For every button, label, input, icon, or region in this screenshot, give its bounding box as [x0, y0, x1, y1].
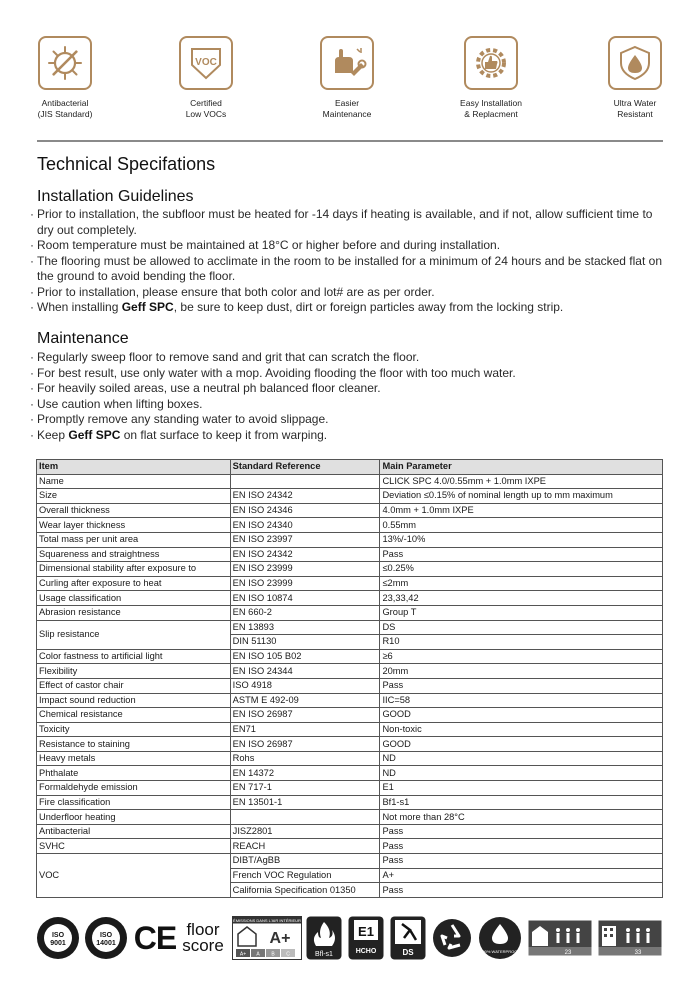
- table-header-row: [37, 460, 663, 475]
- cell-item: Chemical resistance: [37, 708, 231, 723]
- table-row: [37, 664, 663, 679]
- table-row: [37, 693, 663, 708]
- list-text: When installing: [37, 300, 122, 314]
- table-header: Item: [37, 460, 231, 475]
- cell-standard: EN ISO 23999: [230, 562, 380, 577]
- table-row: [37, 839, 663, 854]
- cell-item: Heavy metals: [37, 751, 231, 766]
- svg-text:Bfl-s1: Bfl-s1: [315, 951, 333, 958]
- feature-caption-line: Easy Installation: [460, 98, 522, 108]
- svg-text:C: C: [286, 951, 290, 958]
- table-header: Main Parameter: [380, 460, 663, 475]
- cell-parameter: Pass: [380, 824, 663, 839]
- maintenance-list: [30, 350, 670, 443]
- cell-parameter: GOOD: [380, 737, 663, 752]
- cell-item: Color fastness to artificial light: [37, 649, 231, 664]
- cell-parameter: ND: [380, 751, 663, 766]
- table-row: [37, 737, 663, 752]
- emission-label-logo: [232, 916, 302, 960]
- table-row: [37, 532, 663, 547]
- cell-standard: DIN 51130: [230, 635, 380, 650]
- cell-standard: EN ISO 24344: [230, 664, 380, 679]
- list-item: · For best result, use only water with a mop. Avoiding flooding the floor with too much water.: [30, 366, 670, 382]
- cell-item: Formaldehyde emission: [37, 781, 231, 796]
- cell-standard: EN 660-2: [230, 605, 380, 620]
- feature-caption-line: Certified: [190, 98, 222, 108]
- svg-text:A+: A+: [239, 951, 247, 958]
- cell-standard: EN ISO 24342: [230, 489, 380, 504]
- feature-caption-line: Resistant: [617, 109, 653, 119]
- svg-text:HCHO: HCHO: [355, 948, 377, 955]
- cell-standard: EN ISO 23997: [230, 532, 380, 547]
- list-item: · The flooring must be allowed to acclimate in the room to be installed for a minimum of 24 hours and be stacked flat on the ground to avoid bending the floor.: [30, 254, 670, 285]
- cell-parameter: Pass: [380, 854, 663, 869]
- voc-icon-text: VOC: [195, 57, 217, 68]
- svg-text:DS: DS: [402, 948, 414, 957]
- cell-parameter: 20mm: [380, 664, 663, 679]
- cell-item: Antibacterial: [37, 824, 231, 839]
- cell-item: Slip resistance: [37, 620, 231, 649]
- antibacterial-icon: [38, 36, 92, 90]
- cell-standard: Rohs: [230, 751, 380, 766]
- cell-item: SVHC: [37, 839, 231, 854]
- svg-text:ÉMISSIONS DANS L'AIR INTÉRIEUR: ÉMISSIONS DANS L'AIR INTÉRIEUR: [233, 918, 301, 923]
- floorscore-line: score: [182, 936, 224, 955]
- class-33-text: 33: [634, 950, 642, 956]
- feature-caption-line: Low VOCs: [185, 109, 227, 119]
- cell-item: Abrasion resistance: [37, 605, 231, 620]
- cell-standard: DIBT/AgBB: [230, 854, 380, 869]
- cell-standard: EN 13501-1: [230, 795, 380, 810]
- cell-item: Underfloor heating: [37, 810, 231, 825]
- table-row: [37, 824, 663, 839]
- table-row: [37, 722, 663, 737]
- cell-item: Flexibility: [37, 664, 231, 679]
- cell-parameter: R10: [380, 635, 663, 650]
- section-divider: [37, 140, 663, 142]
- cell-standard: REACH: [230, 839, 380, 854]
- recycle-icon: [432, 916, 472, 960]
- svg-text:A: A: [256, 951, 260, 958]
- cell-parameter: 4.0mm + 1.0mm IXPE: [380, 503, 663, 518]
- cell-parameter: Bf1-s1: [380, 795, 663, 810]
- table-row: [37, 795, 663, 810]
- cell-parameter: ≥6: [380, 649, 663, 664]
- feature-maintenance: [292, 36, 402, 120]
- table-row: [37, 620, 663, 635]
- table-row: [37, 489, 663, 504]
- cell-item: Impact sound reduction: [37, 693, 231, 708]
- cell-standard: ASTM E 492-09: [230, 693, 380, 708]
- table-header: Standard Reference: [230, 460, 380, 475]
- svg-text:100% WATERPROOF: 100% WATERPROOF: [480, 949, 520, 954]
- certification-logos: [36, 916, 666, 964]
- cell-item: Usage classification: [37, 591, 231, 606]
- table-row: [37, 649, 663, 664]
- feature-water-resistant: [580, 36, 690, 120]
- table-row: [37, 854, 663, 869]
- list-item: · Prior to installation, please ensure that both color and lot# are as per order.: [30, 285, 670, 301]
- table-row: [37, 781, 663, 796]
- feature-icons: [0, 36, 700, 126]
- feature-voc: [151, 36, 261, 120]
- table-row: [37, 503, 663, 518]
- cell-standard: EN 717-1: [230, 781, 380, 796]
- cell-parameter: 23,33,42: [380, 591, 663, 606]
- cell-standard: EN ISO 26987: [230, 708, 380, 723]
- svg-text:E1: E1: [358, 924, 374, 939]
- cell-standard: EN 13893: [230, 620, 380, 635]
- iso9001-logo: [36, 916, 80, 960]
- cell-standard: EN ISO 10874: [230, 591, 380, 606]
- feature-installation: [436, 36, 546, 120]
- e1-logo: [348, 916, 384, 960]
- cell-item: Wear layer thickness: [37, 518, 231, 533]
- class-23-text: 23: [564, 950, 572, 956]
- cell-parameter: Pass: [380, 678, 663, 693]
- cell-parameter: IIC=58: [380, 693, 663, 708]
- table-row: [37, 605, 663, 620]
- cell-parameter: Pass: [380, 839, 663, 854]
- cell-standard: EN ISO 26987: [230, 737, 380, 752]
- list-item: [30, 300, 670, 316]
- cell-standard: EN71: [230, 722, 380, 737]
- feature-caption-line: Easier: [334, 98, 360, 108]
- cell-item: Name: [37, 474, 231, 489]
- installation-heading: Installation Guidelines: [37, 188, 194, 205]
- cell-item: Size: [37, 489, 231, 504]
- cell-parameter: Pass: [380, 547, 663, 562]
- cell-parameter: Group T: [380, 605, 663, 620]
- cell-parameter: ≤2mm: [380, 576, 663, 591]
- list-item: · Prior to installation, the subfloor must be heated for -14 days if heating is available, and if not, allow sufficient time to dry out completely.: [30, 207, 670, 238]
- page-title: Technical Specifations: [37, 154, 216, 174]
- cell-parameter: DS: [380, 620, 663, 635]
- table-row: [37, 591, 663, 606]
- table-row: [37, 562, 663, 577]
- table-row: [37, 547, 663, 562]
- cell-parameter: 0.55mm: [380, 518, 663, 533]
- cell-item: Dimensional stability after exposure to: [37, 562, 231, 577]
- cell-parameter: ≤0.25%: [380, 562, 663, 577]
- cell-parameter: Deviation ≤0.15% of nominal length up to mm maximum: [380, 489, 663, 504]
- cell-standard: EN 14372: [230, 766, 380, 781]
- cell-item: VOC: [37, 854, 231, 898]
- cell-standard: [230, 474, 380, 489]
- maintenance-icon: [320, 36, 374, 90]
- table-row: [37, 766, 663, 781]
- feature-antibacterial: [10, 36, 120, 120]
- svg-text:14001: 14001: [96, 940, 116, 947]
- list-item: [30, 428, 670, 444]
- list-item: · Promptly remove any standing water to avoid slippage.: [30, 412, 670, 428]
- svg-text:ISO: ISO: [99, 932, 113, 939]
- cell-standard: EN ISO 23999: [230, 576, 380, 591]
- cell-item: Phthalate: [37, 766, 231, 781]
- cell-parameter: CLICK SPC 4.0/0.55mm + 1.0mm IXPE: [380, 474, 663, 489]
- cell-standard: EN ISO 24342: [230, 547, 380, 562]
- cell-item: Resistance to staining: [37, 737, 231, 752]
- feature-caption-line: & Replacment: [464, 109, 518, 119]
- cell-standard: EN ISO 24340: [230, 518, 380, 533]
- ds-slip-logo: [390, 916, 426, 960]
- feature-caption-line: Maintenance: [322, 109, 372, 119]
- floorscore-logo: [178, 916, 228, 960]
- feature-caption-line: Antibacterial: [41, 98, 89, 108]
- list-text: on flat surface to keep it from warping.: [120, 427, 328, 442]
- list-text: Keep: [37, 427, 69, 442]
- ce-mark: [134, 916, 176, 960]
- table-row: [37, 810, 663, 825]
- iso14001-logo: [84, 916, 128, 960]
- installation-icon: [464, 36, 518, 90]
- cell-standard: JISZ2801: [230, 824, 380, 839]
- cell-parameter: Pass: [380, 883, 663, 898]
- floorscore-line: floor: [186, 920, 220, 939]
- maintenance-heading: Maintenance: [37, 330, 129, 347]
- installation-list: [30, 207, 670, 316]
- table-row: [37, 678, 663, 693]
- table-body: [37, 474, 663, 897]
- cell-standard: [230, 810, 380, 825]
- cell-parameter: 13%/-10%: [380, 532, 663, 547]
- list-text: , be sure to keep dust, dirt or foreign particles away from the locking strip.: [173, 300, 564, 314]
- list-item: · Regularly sweep floor to remove sand and grit that can scratch the floor.: [30, 350, 670, 366]
- cell-parameter: Not more than 28°C: [380, 810, 663, 825]
- cell-standard: EN ISO 24346: [230, 503, 380, 518]
- class-33-logo: [598, 916, 662, 960]
- cell-item: Effect of castor chair: [37, 678, 231, 693]
- cell-item: Squareness and straightness: [37, 547, 231, 562]
- cell-item: Toxicity: [37, 722, 231, 737]
- list-item: · Use caution when lifting boxes.: [30, 397, 670, 413]
- voc-icon: [179, 36, 233, 90]
- cell-item: Fire classification: [37, 795, 231, 810]
- waterproof-logo: [478, 916, 522, 960]
- cell-parameter: Non-toxic: [380, 722, 663, 737]
- cell-standard: ISO 4918: [230, 678, 380, 693]
- fire-class-logo: [306, 916, 342, 960]
- svg-text:B: B: [271, 951, 275, 958]
- table-row: [37, 518, 663, 533]
- svg-text:A+: A+: [269, 930, 291, 947]
- cell-item: Total mass per unit area: [37, 532, 231, 547]
- cell-parameter: E1: [380, 781, 663, 796]
- class-23-logo: [528, 916, 592, 960]
- water-resistant-icon: [608, 36, 662, 90]
- cell-standard: California Specification 01350: [230, 883, 380, 898]
- cell-parameter: GOOD: [380, 708, 663, 723]
- list-item: · Room temperature must be maintained at 18°C or higher before and during installation.: [30, 238, 670, 254]
- table-row: [37, 474, 663, 489]
- spec-table: [36, 459, 663, 898]
- cell-standard: French VOC Regulation: [230, 868, 380, 883]
- cell-parameter: A+: [380, 868, 663, 883]
- table-row: [37, 751, 663, 766]
- feature-caption-line: (JIS Standard): [37, 109, 93, 119]
- svg-text:9001: 9001: [50, 940, 66, 947]
- ce-text: CE: [133, 919, 177, 956]
- feature-caption-line: Ultra Water: [613, 98, 657, 108]
- cell-item: Overall thickness: [37, 503, 231, 518]
- list-item: · For heavily soiled areas, use a neutral ph balanced floor cleaner.: [30, 381, 670, 397]
- table-row: [37, 708, 663, 723]
- cell-standard: EN ISO 105 B02: [230, 649, 380, 664]
- table-row: [37, 576, 663, 591]
- brand-name: Geff SPC: [68, 427, 121, 442]
- svg-text:ISO: ISO: [51, 932, 65, 939]
- cell-item: Curling after exposure to heat: [37, 576, 231, 591]
- cell-parameter: ND: [380, 766, 663, 781]
- brand-name: Geff SPC: [121, 300, 174, 314]
